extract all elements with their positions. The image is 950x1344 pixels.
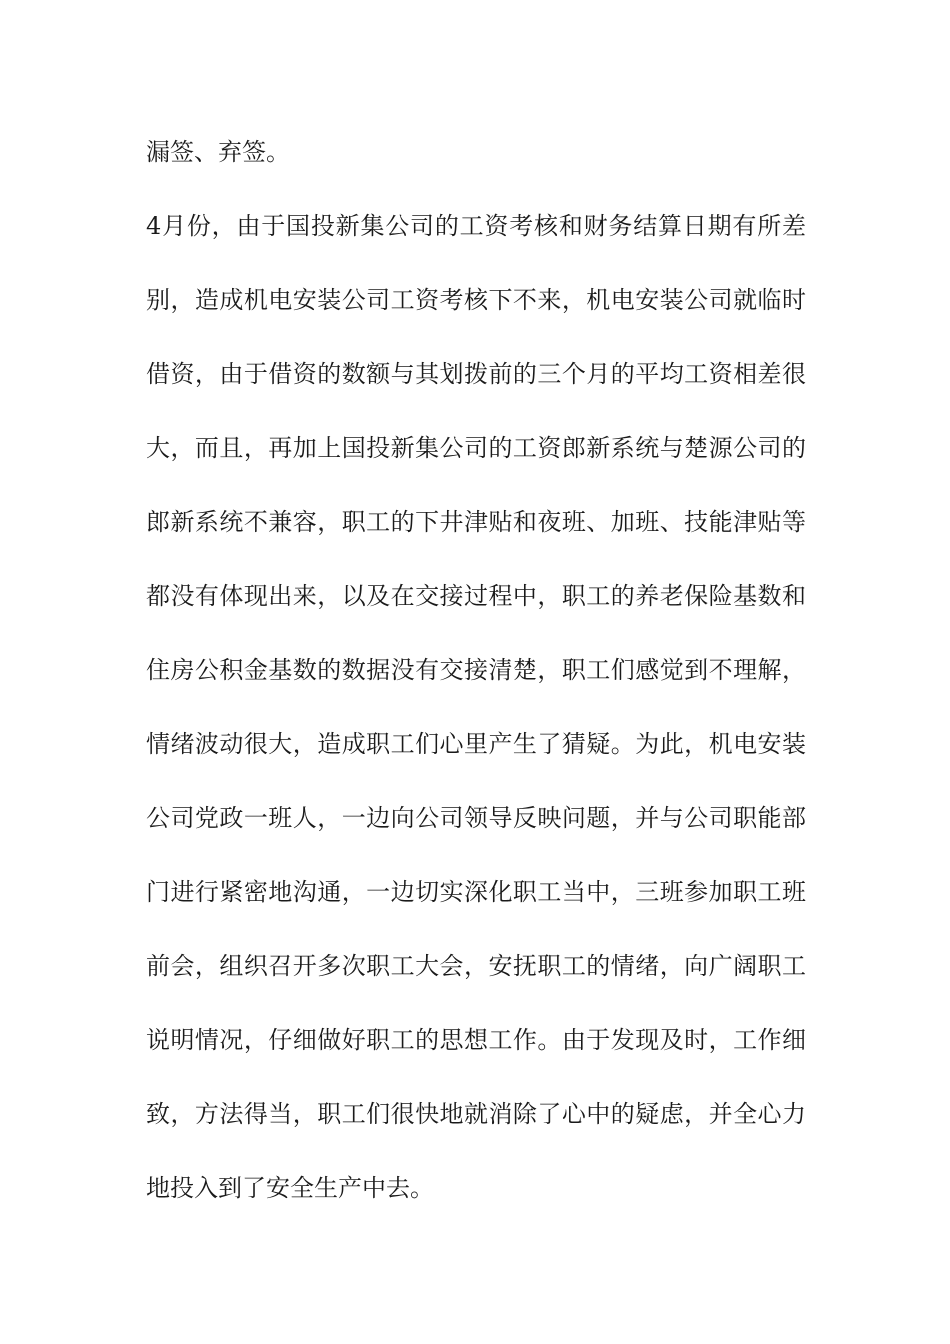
paragraph-line: 公司党政一班人，一边向公司领导反映问题，并与公司职能部 [146,804,806,832]
paragraph-line: 住房公积金基数的数据没有交接清楚，职工们感觉到不理解， [146,656,806,684]
paragraph-line: 借资，由于借资的数额与其划拨前的三个月的平均工资相差很 [146,360,806,388]
paragraph-line: 致，方法得当，职工们很快地就消除了心中的疑虑，并全心力 [146,1100,806,1128]
paragraph-line: 别，造成机电安装公司工资考核下不来，机电安装公司就临时 [146,286,806,314]
paragraph-line: 情绪波动很大，造成职工们心里产生了猜疑。为此，机电安装 [146,730,806,758]
paragraph-line: 大，而且，再加上国投新集公司的工资郎新系统与楚源公司的 [146,434,806,462]
paragraph-line: 门进行紧密地沟通，一边切实深化职工当中，三班参加职工班 [146,878,806,906]
paragraph-line: 都没有体现出来，以及在交接过程中，职工的养老保险基数和 [146,582,806,610]
paragraph-line: 4月份，由于国投新集公司的工资考核和财务结算日期有所差 [146,212,806,240]
paragraph-line: 郎新系统不兼容，职工的下井津贴和夜班、加班、技能津贴等 [146,508,806,536]
paragraph-line: 前会，组织召开多次职工大会，安抚职工的情绪，向广阔职工 [146,952,806,980]
paragraph-line: 漏签、弃签。 [146,138,290,166]
paragraph-line: 说明情况，仔细做好职工的思想工作。由于发现及时，工作细 [146,1026,806,1054]
paragraph-line: 地投入到了安全生产中去。 [146,1174,434,1202]
